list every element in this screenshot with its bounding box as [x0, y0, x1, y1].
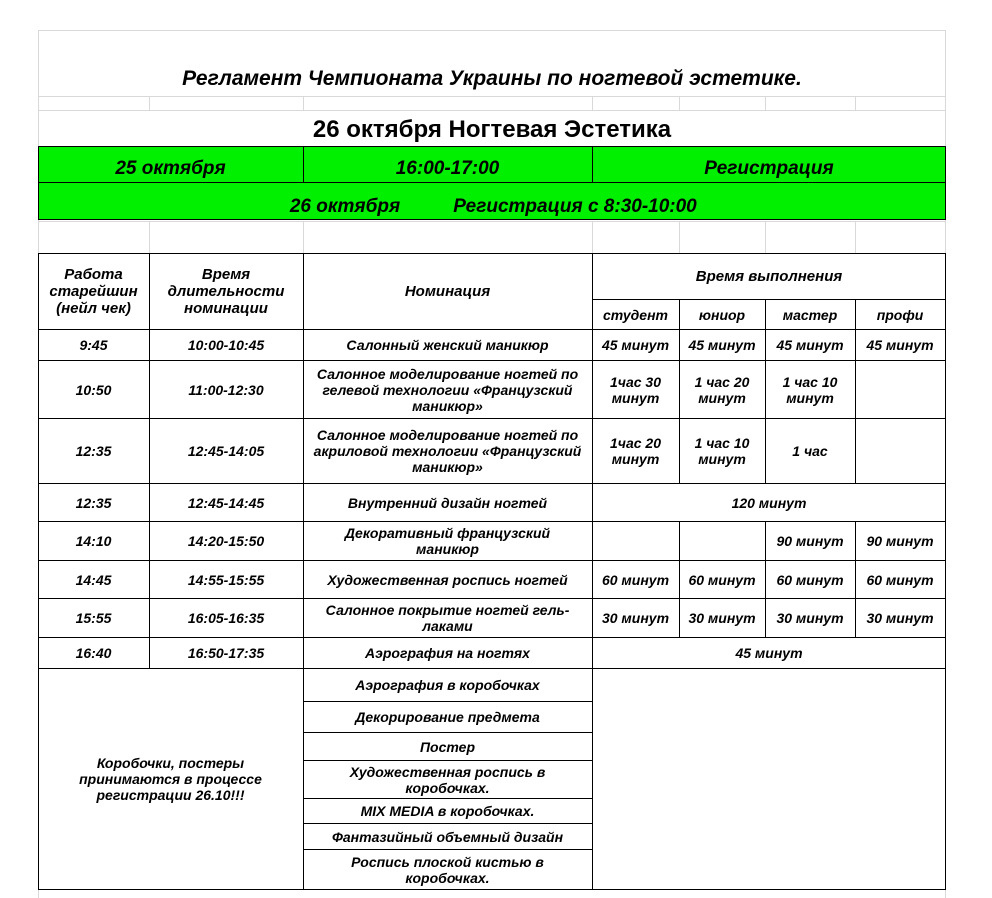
- page-title: Регламент Чемпионата Украины по ногтевой эстетике.: [182, 67, 802, 90]
- registration-time-1: 16:00-17:00: [395, 158, 500, 179]
- box-nomination: Фантазийный объемный дизайн: [331, 828, 564, 845]
- header-level-junior: юниор: [698, 306, 746, 323]
- gridline: [592, 221, 593, 254]
- gridline: [38, 96, 946, 97]
- row-time-junior: 1 час 10 минут: [694, 435, 750, 467]
- row-duration: 10:00-10:45: [187, 337, 265, 353]
- row-time-student: [592, 522, 679, 560]
- gridline: [855, 96, 856, 111]
- header-execution-time: Время выполнения: [695, 268, 843, 285]
- row-time-all-levels: 45 минут: [735, 645, 803, 661]
- row-time-master: 30 минут: [776, 610, 844, 626]
- registration-date-1: 25 октября: [115, 158, 226, 179]
- row-nomination: Аэрография на ногтях: [365, 645, 530, 661]
- row-time-master: 1 час: [792, 443, 828, 459]
- row-time-master: 45 минут: [776, 337, 844, 353]
- row-nomination: Внутренний дизайн ногтей: [347, 494, 548, 511]
- header-elders-check: Работа старейшин (нейл чек): [49, 266, 138, 317]
- row-time-all-levels: 120 минут: [731, 494, 807, 511]
- gridline: [38, 110, 946, 111]
- header-level-pro: профи: [876, 306, 924, 323]
- row-check-time: 12:35: [75, 443, 112, 459]
- row-duration: 16:50-17:35: [187, 645, 265, 661]
- row-time-student: 30 минут: [601, 610, 670, 626]
- row-time-master: 60 минут: [776, 571, 844, 588]
- row-time-pro: [855, 419, 945, 483]
- row-check-time: 9:45: [79, 337, 108, 353]
- row-check-time: 14:10: [75, 533, 112, 549]
- gridline: [765, 96, 766, 111]
- row-time-junior: 45 минут: [688, 337, 756, 353]
- row-time-junior: 30 минут: [688, 610, 756, 626]
- row-check-time: 14:45: [75, 571, 112, 588]
- box-nomination: Постер: [419, 738, 475, 755]
- row-check-time: 12:35: [75, 494, 112, 511]
- gridline: [303, 221, 304, 254]
- row-time-master: 90 минут: [776, 533, 844, 549]
- box-nomination: Роспись плоской кистью в коробочках.: [351, 853, 544, 886]
- row-time-pro: 30 минут: [866, 610, 934, 626]
- row-check-time: 15:55: [75, 610, 112, 626]
- box-nomination: Художественная роспись в коробочках.: [349, 763, 546, 796]
- gridline: [149, 96, 150, 111]
- box-nomination: MIX MEDIA в коробочках.: [360, 803, 535, 819]
- registration-label-1: Регистрация: [704, 158, 834, 179]
- gridline: [592, 96, 593, 111]
- row-time-pro: 60 минут: [866, 571, 934, 588]
- header-level-student: студент: [602, 306, 669, 323]
- row-time-pro: 45 минут: [866, 337, 934, 353]
- row-time-junior: 1 час 20 минут: [694, 373, 750, 406]
- row-time-student: 1час 30 минут: [610, 373, 661, 406]
- row-duration: 14:20-15:50: [187, 533, 265, 549]
- row-nomination: Салонное покрытие ногтей гель-лаками: [325, 602, 570, 634]
- gridline: [303, 96, 304, 111]
- row-time-student: 60 минут: [601, 571, 670, 588]
- row-time-student: 45 минут: [601, 337, 670, 353]
- border: [945, 253, 946, 890]
- row-duration: 16:05-16:35: [187, 610, 265, 626]
- row-check-time: 10:50: [75, 381, 112, 398]
- row-duration: 14:55-15:55: [187, 571, 265, 588]
- row-nomination: Салонное моделирование ногтей по акриловой технологии «Французский маникюр»: [313, 427, 582, 475]
- row-duration: 12:45-14:05: [187, 443, 265, 459]
- gridline: [38, 30, 946, 31]
- gridline: [149, 221, 150, 254]
- border: [38, 889, 946, 890]
- row-duration: 11:00-12:30: [188, 381, 264, 398]
- row-time-pro: [855, 361, 945, 418]
- registration-time-2: Регистрация с 8:30-10:00: [453, 196, 697, 217]
- header-level-master: мастер: [782, 306, 838, 323]
- row-nomination: Салонный женский маникюр: [346, 337, 549, 353]
- border: [38, 146, 946, 147]
- row-time-junior: 60 минут: [688, 571, 756, 588]
- row-nomination: Салонное моделирование ногтей по гелевой технологии «Французский маникюр»: [316, 365, 579, 414]
- row-check-time: 16:40: [75, 645, 112, 661]
- registration-date-2: 26 октября: [289, 196, 401, 217]
- gridline: [679, 96, 680, 111]
- row-nomination: Декоративный французский маникюр: [344, 525, 551, 557]
- box-nomination: Аэрография в коробочках: [355, 677, 540, 693]
- header-duration: Время длительности номинации: [167, 266, 285, 317]
- row-duration: 12:45-14:45: [187, 494, 265, 511]
- gridline: [765, 221, 766, 254]
- page-subtitle: 26 октября Ногтевая Эстетика: [312, 116, 672, 143]
- row-time-student: 1час 20 минут: [610, 435, 661, 467]
- box-nomination: Декорирование предмета: [355, 709, 540, 725]
- row-time-master: 1 час 10 минут: [782, 373, 838, 406]
- row-time-pro: 90 минут: [866, 533, 934, 549]
- boxes-note: Коробочки, постеры принимаются в процессе регистрации 26.10!!!: [79, 755, 262, 803]
- row-nomination: Художественная роспись ногтей: [327, 571, 568, 588]
- gridline: [855, 221, 856, 254]
- row-time-junior: [679, 522, 765, 560]
- gridline: [679, 221, 680, 254]
- header-nomination: Номинация: [404, 283, 491, 300]
